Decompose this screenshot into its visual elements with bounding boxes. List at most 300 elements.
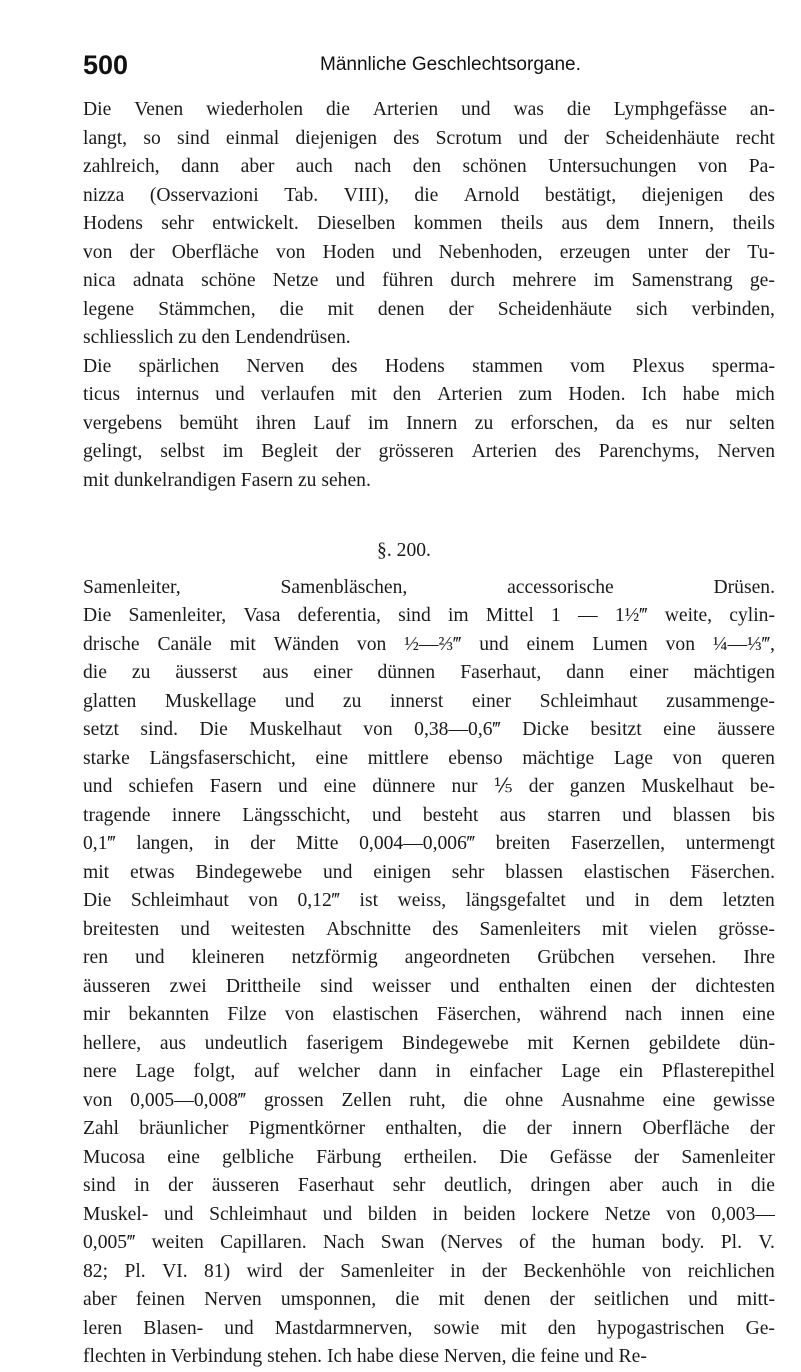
text-line (83, 1115, 775, 1144)
word: Capillaren. (220, 1232, 307, 1253)
word: welcher (297, 1061, 360, 1082)
word: zu (131, 662, 151, 683)
word: kommen (413, 213, 483, 234)
word: aber (609, 1175, 643, 1196)
word: ertheilen. (403, 1146, 478, 1168)
text-line (83, 381, 775, 410)
word: weisser (372, 975, 431, 997)
word: mit (83, 861, 110, 883)
word: Hoden (322, 241, 375, 263)
word: dün- (739, 1032, 775, 1054)
word: sind (176, 127, 210, 149)
word: 1 (551, 605, 561, 626)
word: habe (682, 384, 720, 405)
word: Nerven (204, 1289, 262, 1310)
section-heading (83, 537, 775, 566)
text-line (83, 1087, 775, 1116)
word: während (539, 1004, 607, 1025)
word: so (143, 127, 161, 149)
word: Pigmentkörner (248, 1118, 366, 1139)
word: 82; (83, 1260, 109, 1282)
word: Innern, (658, 213, 715, 234)
word: Filze (227, 1004, 267, 1025)
word: sich (636, 298, 668, 320)
word: der (481, 1260, 507, 1282)
word: entwickelt. (212, 213, 299, 234)
word: Plexus (632, 355, 685, 377)
word: und (284, 690, 315, 712)
word: der (129, 241, 155, 263)
word: Längsfaserschicht, (149, 747, 296, 769)
word: verlaufen (260, 384, 335, 405)
word: dem (605, 213, 640, 234)
word: untermengt (685, 833, 775, 854)
word: Grübchen (537, 947, 615, 968)
word: Fäserchen. (690, 861, 775, 883)
word: Nach (323, 1232, 365, 1253)
word: Die (83, 99, 112, 120)
word: mit (601, 918, 629, 940)
word: langen, (136, 833, 194, 854)
word: ½—⅔‴ (404, 633, 462, 655)
word: längsgefaltet (465, 890, 566, 911)
word: von (284, 1004, 315, 1025)
text-line (83, 1030, 775, 1059)
text-line (83, 125, 775, 154)
word: dann (566, 662, 605, 683)
word: vielen (649, 918, 698, 940)
word: Schleimhaut (209, 1203, 308, 1225)
word: die (325, 99, 350, 120)
word: setzt (83, 719, 119, 740)
line-text: mit dunkelrandigen Fasern zu sehen. (83, 469, 371, 491)
word: von (83, 1089, 113, 1111)
word: die (463, 1089, 488, 1111)
word: diejenigen (641, 184, 724, 206)
word: der (528, 776, 554, 797)
word: und (688, 1289, 718, 1310)
word: of (518, 1232, 536, 1253)
word: Muskelhaut (249, 719, 342, 740)
word: Die (83, 355, 112, 377)
word: Nerven (246, 355, 305, 377)
word: Mittel (485, 605, 534, 626)
word: nica (83, 270, 116, 291)
word: Pl. (720, 1232, 743, 1253)
word: und (135, 947, 165, 968)
word: wird (246, 1260, 283, 1282)
word: seitlichen (594, 1289, 670, 1310)
word: ruht, (409, 1089, 446, 1111)
word: Begleit (261, 441, 318, 462)
word: be- (749, 776, 775, 797)
word: (Nerves (440, 1232, 503, 1253)
word: an- (749, 99, 775, 120)
word: und (215, 384, 245, 405)
word: VIII), (343, 184, 389, 206)
word: innerst (389, 690, 444, 712)
word: im (368, 412, 389, 434)
word: mächtige (522, 747, 595, 769)
text-line (83, 1315, 775, 1344)
word: Dicke (522, 719, 570, 740)
text-line (83, 773, 775, 802)
word: mittlere (367, 747, 429, 769)
word: Die (83, 890, 112, 911)
word: Die (199, 719, 228, 740)
word: Swan (380, 1232, 425, 1253)
word: V. (758, 1232, 775, 1253)
word: von (665, 633, 695, 655)
word: Ihre (743, 947, 775, 968)
word: VI. (162, 1260, 188, 1282)
word: langt, (83, 127, 128, 149)
word: the (551, 1232, 576, 1253)
word: Innern (406, 412, 458, 434)
word: theils (500, 213, 544, 234)
word: Mastdarmnerven, (274, 1317, 413, 1339)
word: Die (499, 1146, 528, 1168)
word: des (393, 127, 420, 149)
word: weitesten (230, 918, 305, 940)
text-line (83, 859, 775, 888)
word: eine (167, 1146, 200, 1168)
word: gelbliche (222, 1146, 294, 1168)
word: und (335, 270, 365, 291)
word: von (83, 241, 113, 263)
word: sehr (451, 861, 485, 883)
page-body (83, 96, 775, 1372)
word: Pflasterepithel (661, 1061, 775, 1082)
word: 0,1‴ (83, 833, 116, 854)
word: durch (450, 270, 496, 291)
word: in (450, 1260, 466, 1282)
word: Arterien (471, 441, 537, 462)
word: Hoden. (568, 384, 626, 405)
word: mich (735, 384, 775, 405)
word: hypogastrischen (597, 1317, 725, 1339)
word: nur (451, 776, 478, 797)
word: erzeugen (559, 241, 631, 263)
text-line (83, 631, 775, 660)
word: Lage (561, 1061, 601, 1082)
word: vom (570, 355, 605, 377)
word: mit (527, 1032, 554, 1054)
word: mit (327, 298, 354, 320)
word: sehr (161, 213, 194, 234)
text-line (83, 802, 775, 831)
word: wiederholen (206, 99, 304, 120)
word: und (585, 890, 615, 911)
word: sowie (433, 1317, 480, 1339)
word: in (134, 1175, 150, 1196)
word: enthalten, (385, 1118, 463, 1139)
word: deferentia, (297, 605, 381, 626)
word: und (479, 633, 509, 655)
word: Abschnitte (326, 918, 412, 940)
text-line (83, 1201, 775, 1230)
word: mit (350, 384, 377, 405)
text-line (83, 267, 775, 296)
word: Arterien (372, 99, 439, 120)
word: Netze (272, 270, 319, 291)
word: dichtesten (695, 975, 775, 997)
word: weite, (664, 605, 713, 626)
word: aus (561, 213, 588, 234)
word: Parenchyms, (598, 441, 700, 462)
word: legene (83, 298, 135, 320)
word: eine (742, 1004, 775, 1025)
word: sind (398, 605, 431, 626)
word: Vasa (243, 605, 281, 626)
word: Fasern (209, 776, 263, 797)
word: Venen (134, 99, 184, 120)
word: Längsschicht, (242, 804, 351, 826)
text-line (83, 745, 775, 774)
word: zu (342, 690, 362, 712)
word: 0,12‴ (297, 890, 340, 911)
word: Die (83, 605, 112, 626)
word: Hodens (83, 213, 143, 234)
word: dringen (530, 1175, 591, 1196)
word: mitt- (736, 1289, 775, 1310)
word: die (83, 662, 107, 683)
word: dann (378, 1061, 417, 1082)
word: dünnen (377, 662, 436, 683)
word: Oberfläche (642, 1118, 730, 1139)
word: selbst (160, 441, 205, 462)
word: Untersuchungen (548, 156, 677, 177)
text-line (83, 96, 775, 125)
word: hellere, (83, 1032, 142, 1054)
word: einem (526, 633, 575, 655)
word: Samenstrang (631, 270, 733, 291)
word: der (526, 1118, 552, 1139)
word: der (549, 1289, 575, 1310)
word: Lymphgefässe (613, 99, 727, 120)
word: Samenbläschen, (280, 576, 408, 598)
word: einer (313, 662, 353, 683)
word: ge- (749, 270, 775, 291)
word: denen (483, 1289, 531, 1310)
word: Arterien (437, 384, 503, 405)
word: Samenleiter (681, 1146, 775, 1168)
word: schöne (201, 270, 256, 291)
page-header (83, 48, 771, 84)
word: Ge- (745, 1317, 775, 1339)
word: umsponnen, (280, 1289, 377, 1310)
word: etwas (130, 861, 175, 883)
word: einigen (373, 861, 431, 883)
word: Samenleiter (340, 1260, 434, 1282)
word: und (322, 1203, 353, 1225)
word: besteht (422, 804, 479, 826)
word: aber (240, 156, 275, 177)
word: mit (500, 1317, 527, 1339)
word: drische (83, 633, 140, 655)
word: schönen (462, 156, 527, 177)
text-line (83, 916, 775, 945)
word: innern (572, 1118, 623, 1139)
word: Samenleiter, (128, 605, 227, 626)
word: und (180, 918, 210, 940)
word: kleineren (191, 947, 265, 968)
text-line (83, 944, 775, 973)
word: bekannten (128, 1004, 210, 1025)
word: bestätigt, (544, 184, 617, 206)
word: ¼—⅓‴, (712, 633, 775, 655)
text-line (83, 1343, 775, 1372)
word: human (591, 1232, 646, 1253)
word: innen (680, 1004, 724, 1025)
word: von (363, 719, 393, 740)
word: Netze (604, 1203, 651, 1225)
word: leren (83, 1317, 123, 1339)
word: Stämmchen, (158, 298, 256, 320)
word: Färbung (316, 1146, 382, 1168)
word: ist (359, 890, 379, 911)
text-line (83, 438, 775, 467)
word: Faserzellen, (570, 833, 666, 854)
word: die (750, 1175, 775, 1196)
word: Tu- (747, 241, 775, 263)
word: auch (295, 156, 333, 177)
word: der (749, 1118, 775, 1139)
word: unter (647, 241, 688, 263)
word: der (335, 441, 361, 462)
word: enthalten (498, 975, 571, 997)
word: nur (685, 412, 712, 434)
word: eine (315, 747, 349, 769)
word: Lage (613, 747, 653, 769)
text-line (83, 1058, 775, 1087)
word: bräunlicher (139, 1118, 229, 1139)
word: den (392, 384, 422, 405)
word: mächtigen (693, 662, 775, 683)
word: Muskel- (83, 1203, 149, 1225)
running-title: Männliche Geschlechtsorgane. (320, 54, 581, 75)
word: einfacher (469, 1061, 543, 1082)
text-line (83, 353, 775, 382)
word: der (651, 975, 677, 997)
line-text: flechten in Verbindung stehen. Ich habe diese Nerven, die feine und Re- (83, 1346, 647, 1367)
word: Pl. (124, 1260, 146, 1282)
word: vergebens (83, 412, 163, 434)
text-line (83, 296, 775, 325)
word: zwei (169, 975, 207, 997)
word: selten (729, 412, 775, 434)
word: ebenso (448, 747, 503, 769)
word: von (276, 241, 306, 263)
text-line (83, 239, 775, 268)
word: einmal (225, 127, 280, 149)
word: bemüht (179, 412, 239, 434)
word: und (372, 804, 402, 826)
word: und (322, 861, 353, 883)
word: diejenigen (295, 127, 378, 149)
word: in (717, 1175, 733, 1196)
word: sind (83, 1175, 116, 1196)
word: im (593, 270, 615, 291)
word: ohne (505, 1089, 544, 1111)
word: Bindegewebe (195, 861, 303, 883)
word: Ausnahme (561, 1089, 645, 1111)
word: nach (354, 156, 392, 177)
word: und (392, 241, 422, 263)
word: angeordneten (404, 947, 511, 968)
word: der (448, 298, 474, 320)
word: breitesten (83, 918, 160, 940)
word: adnata (132, 270, 184, 291)
word: den (547, 1317, 576, 1339)
word: innere (171, 804, 221, 826)
word: mit (438, 1289, 465, 1310)
text-line (83, 688, 775, 717)
word: der (298, 1260, 324, 1282)
word: und (224, 1317, 254, 1339)
word: in (435, 1061, 451, 1082)
word: stammen (472, 355, 543, 377)
word: internus (136, 384, 200, 405)
word: sperma- (711, 355, 775, 377)
word: einen (589, 975, 633, 997)
word: der (634, 1146, 660, 1168)
text-line (83, 182, 775, 211)
word: besitzt (590, 719, 642, 740)
word: und (83, 776, 113, 797)
word: weiss, (397, 890, 447, 911)
word: und (164, 1203, 194, 1225)
word: einer (471, 690, 512, 712)
word: Scrotum (435, 127, 503, 149)
word: des (331, 355, 358, 377)
word: führen (382, 270, 434, 291)
word: Hodens (384, 355, 445, 377)
word: Kernen (572, 1032, 630, 1054)
word: elastischen (332, 1004, 419, 1025)
word: Schleimhaut (539, 690, 638, 712)
word: Zahl (83, 1118, 119, 1139)
text-line (83, 602, 775, 631)
word: von (642, 1260, 672, 1282)
word: gebildete (648, 1032, 721, 1054)
word: Pa- (748, 156, 775, 177)
text-line (83, 153, 775, 182)
word: grösse- (718, 918, 775, 940)
word: und (622, 804, 652, 826)
word: zusammenge- (666, 690, 775, 712)
word: grösseren (378, 441, 454, 462)
word: Nebenhoden, (438, 241, 543, 263)
word: 0,005‴ (83, 1232, 136, 1253)
word: Scheidenhäute (497, 298, 612, 320)
word: queren (721, 747, 775, 769)
word: äusserst (175, 662, 238, 683)
word: nere (83, 1061, 117, 1082)
word: und (278, 776, 308, 797)
text-line (83, 574, 775, 603)
word: Muskellage (164, 690, 257, 712)
word: Samenleiter, (83, 576, 181, 598)
word: sehr (392, 1175, 426, 1196)
word: body. (661, 1232, 705, 1253)
text-line (83, 1001, 775, 1030)
word: da (615, 412, 635, 434)
word: accessorische (507, 576, 614, 598)
word: in (432, 1203, 448, 1225)
word: netzförmig (291, 947, 378, 968)
text-line (83, 467, 775, 496)
